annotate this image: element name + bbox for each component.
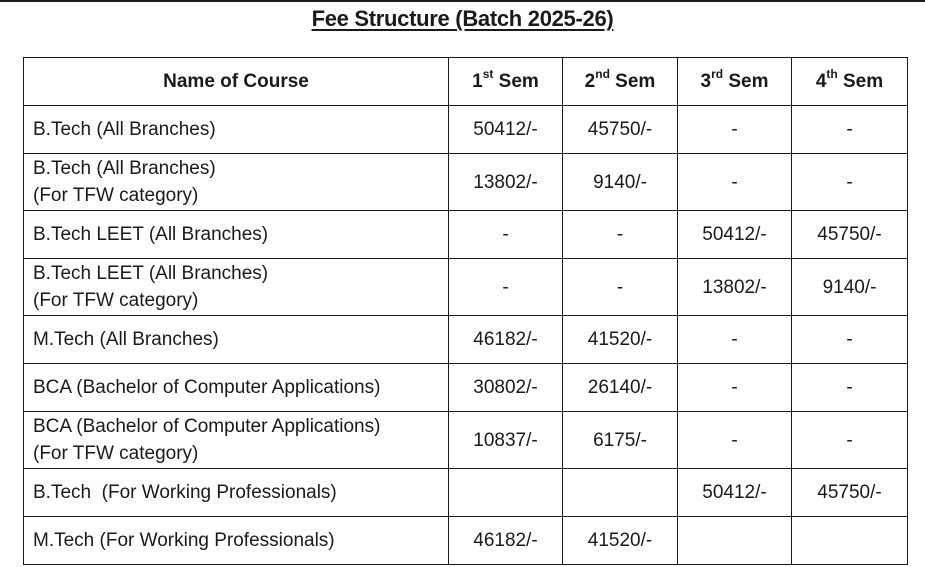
course-name: B.Tech (For Working Professionals) — [33, 482, 337, 503]
course-name: B.Tech (All Branches) — [33, 119, 216, 140]
course-name: B.Tech (All Branches) — [33, 158, 216, 179]
header-sem-1 — [449, 58, 563, 106]
header-label: Name of Course — [163, 71, 309, 92]
sem2-fee-cell: 41520/- — [563, 517, 678, 565]
table-row — [24, 316, 908, 364]
header-sem-4 — [792, 58, 908, 106]
sem4-fee-cell: 9140/- — [792, 259, 908, 316]
sem3-fee-cell: - — [678, 106, 792, 154]
table-row — [24, 154, 908, 211]
course-name-cell — [24, 259, 449, 316]
sem4-fee-cell: - — [792, 412, 908, 469]
course-name-cell — [24, 364, 449, 412]
header-ordinal: rd — [711, 66, 724, 81]
sem4-fee-cell: - — [792, 154, 908, 211]
course-name-cell — [24, 316, 449, 364]
course-name-cell — [24, 154, 449, 211]
table-row — [24, 259, 908, 316]
sem3-fee-cell: 50412/- — [678, 211, 792, 259]
course-name-cell — [24, 517, 449, 565]
table-header-row — [24, 58, 908, 106]
header-ordinal: nd — [595, 66, 610, 81]
header-suffix: Sem — [837, 71, 884, 92]
sem3-fee-cell: - — [678, 412, 792, 469]
header-number: 2 — [584, 71, 596, 92]
table-row — [24, 364, 908, 412]
sem4-fee-cell: 45750/- — [792, 211, 908, 259]
top-edge-bar — [0, 0, 925, 2]
header-sem-3 — [678, 58, 792, 106]
course-name-cell — [24, 211, 449, 259]
table-row — [24, 412, 908, 469]
course-name-cell — [24, 106, 449, 154]
sem3-fee-cell: - — [678, 154, 792, 211]
page-title-text: Fee Structure (Batch 2025-26) — [311, 6, 614, 31]
header-number: 3 — [700, 71, 712, 92]
fee-structure-table — [23, 57, 908, 565]
sem1-fee-cell: 30802/- — [449, 364, 563, 412]
sem2-fee-cell: 41520/- — [563, 316, 678, 364]
header-suffix: Sem — [723, 71, 769, 92]
course-name-cell — [24, 469, 449, 517]
sem1-fee-cell: 10837/- — [449, 412, 563, 469]
sem4-fee-cell: 45750/- — [792, 469, 908, 517]
header-ordinal: st — [482, 66, 494, 81]
course-name: M.Tech (All Branches) — [33, 329, 219, 350]
sem3-fee-cell: 13802/- — [678, 259, 792, 316]
course-category: (For TFW category) — [33, 290, 199, 311]
course-name: M.Tech (For Working Professionals) — [33, 530, 335, 551]
course-name: B.Tech LEET (All Branches) — [33, 263, 269, 284]
header-sem-2 — [563, 58, 678, 106]
sem3-fee-cell: 50412/- — [678, 469, 792, 517]
course-name: BCA (Bachelor of Computer Applications) — [33, 377, 381, 398]
table-row — [24, 469, 908, 517]
sem4-fee-cell: - — [792, 316, 908, 364]
course-category: (For TFW category) — [33, 443, 199, 464]
sem2-fee-cell — [563, 469, 678, 517]
header-suffix: Sem — [493, 71, 539, 92]
header-number: 1 — [472, 71, 483, 92]
sem2-fee-cell: 6175/- — [563, 412, 678, 469]
sem1-fee-cell: 46182/- — [449, 517, 563, 565]
sem4-fee-cell: - — [792, 106, 908, 154]
page-title — [0, 4, 925, 34]
sem1-fee-cell: 13802/- — [449, 154, 563, 211]
sem1-fee-cell: 46182/- — [449, 316, 563, 364]
sem3-fee-cell: - — [678, 364, 792, 412]
sem1-fee-cell: - — [449, 259, 563, 316]
sem2-fee-cell: - — [563, 211, 678, 259]
sem2-fee-cell: - — [563, 259, 678, 316]
table-row — [24, 106, 908, 154]
table-row — [24, 517, 908, 565]
sem4-fee-cell: - — [792, 364, 908, 412]
sem2-fee-cell: 26140/- — [563, 364, 678, 412]
sem1-fee-cell: - — [449, 211, 563, 259]
header-ordinal: th — [826, 66, 838, 81]
header-number: 4 — [815, 71, 827, 92]
sem1-fee-cell — [449, 469, 563, 517]
course-name: BCA (Bachelor of Computer Applications) — [33, 416, 381, 437]
sem2-fee-cell: 9140/- — [563, 154, 678, 211]
sem2-fee-cell: 45750/- — [563, 106, 678, 154]
course-name: B.Tech LEET (All Branches) — [33, 224, 269, 245]
sem1-fee-cell: 50412/- — [449, 106, 563, 154]
course-name-cell — [24, 412, 449, 469]
sem4-fee-cell — [792, 517, 908, 565]
table-row — [24, 211, 908, 259]
header-suffix: Sem — [609, 71, 656, 92]
sem3-fee-cell: - — [678, 316, 792, 364]
sem3-fee-cell — [678, 517, 792, 565]
course-category: (For TFW category) — [33, 185, 199, 206]
header-name-of-course — [24, 58, 449, 106]
